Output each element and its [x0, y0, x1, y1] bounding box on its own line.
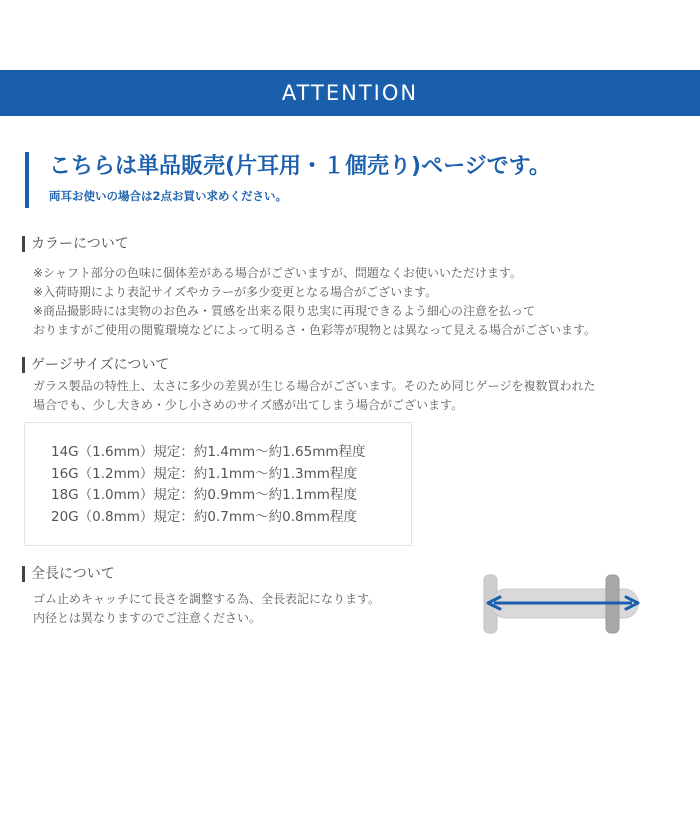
length-note-line: ゴム止めキャッチにて長さを調整する為、全長表記になります。 [33, 592, 381, 606]
gauge-spec-box [24, 422, 412, 546]
gauge-spec-row: 18G（1.0mm）規定：約0.9mm～約1.1mm程度 [51, 487, 357, 503]
gauge-spec-row: 16G（1.2mm）規定：約1.1mm～約1.3mm程度 [51, 465, 357, 482]
plug-with-double-arrow-icon [480, 572, 645, 634]
color-note-line: ※シャフト部分の色味に個体差がある場合がございますが、問題なくお使いいただけます。 [33, 266, 522, 280]
single-item-notice [25, 152, 551, 208]
color-note-line: ※入荷時期により表記サイズやカラーが多少変更となる場合がございます。 [33, 285, 438, 299]
notice-subline: 両耳お使いの場合は2点お買い求めください。 [49, 189, 287, 203]
gauge-spec-row: 20G（0.8mm）規定：約0.7mm～約0.8mm程度 [51, 508, 357, 525]
gauge-section-text [33, 377, 595, 415]
gauge-note-line: 場合でも、少し大きめ・少し小さめのサイズ感が出てしまう場合がございます。 [33, 398, 464, 412]
color-section-title: カラーについて [22, 236, 129, 252]
notice-headline: こちらは単品販売(片耳用・１個売り)ページです。 [49, 154, 551, 179]
length-section-text [33, 590, 380, 628]
banner-title: ATTENTION [281, 81, 419, 105]
length-section-title: 全長について [22, 566, 115, 582]
color-note-line: ※商品撮影時には実物のお色み・質感を出来る限り忠実に再現できるよう細心の注意を払って [33, 304, 536, 318]
attention-banner [0, 70, 700, 116]
color-note-line: おりますがご使用の閲覧環境などによって明るさ・色彩等が現物とは異なって見える場合がございます。 [33, 323, 597, 337]
gauge-spec-row: 14G（1.6mm）規定：約1.4mm～約1.65mm程度 [51, 444, 366, 460]
length-note-line: 内径とは異なりますのでご注意ください。 [33, 611, 262, 625]
color-section-text [33, 264, 596, 340]
gauge-note-line: ガラス製品の特性上、太さに多少の差異が生じる場合がございます。そのため同じゲージを複数買われた [33, 379, 596, 393]
gauge-section-title: ゲージサイズについて [22, 357, 169, 373]
